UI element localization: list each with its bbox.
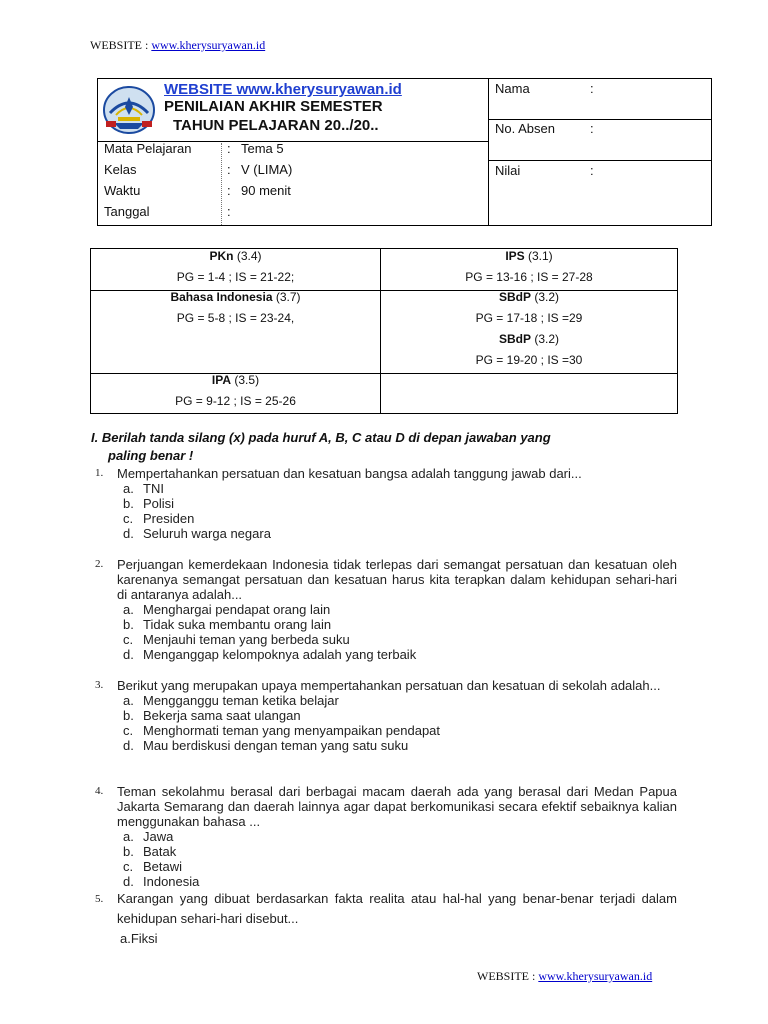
- answer-option[interactable]: d. Mau berdiskusi dengan teman yang satu suku: [123, 738, 409, 753]
- answer-option[interactable]: a. Menghargai pendapat orang lain: [123, 602, 331, 617]
- answer-option[interactable]: c. Betawi: [123, 859, 183, 874]
- answer-option[interactable]: d. Indonesia: [123, 874, 200, 889]
- answer-option[interactable]: a. Mengganggu teman ketika belajar: [123, 693, 339, 708]
- school-logo: [102, 85, 156, 135]
- answer-option[interactable]: a. TNI: [123, 481, 164, 496]
- info-row-time: Waktu : 90 menit: [104, 183, 291, 198]
- subject-cell-ips: IPS (3.1) PG = 13-16 ; IS = 27-28: [465, 249, 593, 284]
- subject-cell-bahasa-indonesia: Bahasa Indonesia (3.7) PG = 5-8 ; IS = 23-24,: [170, 290, 301, 325]
- subject-table: [90, 248, 678, 414]
- footer-website-line: [477, 969, 652, 984]
- score-field[interactable]: Nilai :: [495, 163, 594, 178]
- answer-option[interactable]: c. Menghormati teman yang menyampaikan pendapat: [123, 723, 441, 738]
- answer-option[interactable]: b. Batak: [123, 844, 177, 859]
- section-instruction: I. Berilah tanda silang (x) pada huruf A, B, C atau D di depan jawaban yang paling benar !: [91, 430, 551, 463]
- answer-option[interactable]: c. Menjauhi teman yang berbeda suku: [123, 632, 350, 647]
- answer-option[interactable]: d. Seluruh warga negara: [123, 526, 271, 541]
- question-2: 2. Perjuangan kemerdekaan Indonesia tidak terlepas dari semangat persatuan dan kesatuan oleh karenanya semangat persatuan dan kesatuan harus kita terapkan dalam kehidupan sehari-hari di antaranya adalah... a. Menghargai pendapat orang lain b. Tidak suka membantu orang lain c. Menjauhi teman yang berbeda suku d. Menganggap kelompoknya adalah yang terbaik: [95, 557, 677, 662]
- exam-header-box: [97, 78, 712, 226]
- footer-website-prefix: WEBSITE :: [477, 969, 539, 983]
- footer-website-link[interactable]: www.kherysuryawan.id: [538, 969, 653, 983]
- question-1: 1. Mempertahankan persatuan dan kesatuan bangsa adalah tanggung jawab dari... a. TNI b. Polisi c. Presiden d. Seluruh warga negara: [95, 466, 677, 541]
- answer-option[interactable]: a.Fiksi: [120, 931, 158, 946]
- info-row-class: Kelas : V (LIMA): [104, 162, 293, 177]
- header-website-link[interactable]: www.kherysuryawan.id: [151, 38, 266, 52]
- answer-option[interactable]: b. Polisi: [123, 496, 175, 511]
- exam-title: PENILAIAN AKHIR SEMESTER: [164, 98, 383, 115]
- site-title-link[interactable]: WEBSITE www.kherysuryawan.id: [164, 81, 402, 98]
- answer-option[interactable]: a. Jawa: [123, 829, 174, 844]
- answer-option[interactable]: c. Presiden: [123, 511, 195, 526]
- header-website-prefix: WEBSITE :: [90, 38, 152, 52]
- info-row-subject: Mata Pelajaran : Tema 5: [104, 141, 284, 156]
- name-field[interactable]: Nama :: [495, 81, 594, 96]
- answer-option[interactable]: b. Bekerja sama saat ulangan: [123, 708, 301, 723]
- exam-year: TAHUN PELAJARAN 20../20..: [173, 117, 379, 134]
- subject-cell-pkn: PKn (3.4) PG = 1-4 ; IS = 21-22;: [176, 249, 295, 284]
- subject-cell-ipa: IPA (3.5) PG = 9-12 ; IS = 25-26: [175, 373, 296, 408]
- header-website-line: [90, 38, 265, 53]
- question-4: 4. Teman sekolahmu berasal dari berbagai macam daerah ada yang berasal dari Medan Papua Jakarta Semarang dan daerah lainnya agar dapat berkomunikasi secara efektif sebaiknya kalian menggunakan bahasa ... a. Jawa b. Batak c. Betawi d. Indonesia: [95, 784, 677, 889]
- question-3: 3. Berikut yang merupakan upaya mempertahankan persatuan dan kesatuan di sekolah adalah... a. Mengganggu teman ketika belajar b. Bekerja sama saat ulangan c. Menghormati teman yang menyampaikan pendapat d. Mau berdiskusi dengan teman yang satu suku: [95, 678, 677, 753]
- absence-number-field[interactable]: No. Absen :: [495, 121, 594, 136]
- answer-option[interactable]: d. Menganggap kelompoknya adalah yang terbaik: [123, 647, 417, 662]
- answer-option[interactable]: b. Tidak suka membantu orang lain: [123, 617, 332, 632]
- info-row-date: Tanggal :: [104, 204, 231, 219]
- question-5: 5. Karangan yang dibuat berdasarkan fakta realita atau hal-hal yang benar-benar terjadi dalam kehidupan sehari-hari disebut... a.Fiksi: [95, 889, 677, 949]
- subject-cell-sbdp: SBdP (3.2) PG = 17-18 ; IS =29 SBdP (3.2) PG = 19-20 ; IS =30: [475, 290, 583, 367]
